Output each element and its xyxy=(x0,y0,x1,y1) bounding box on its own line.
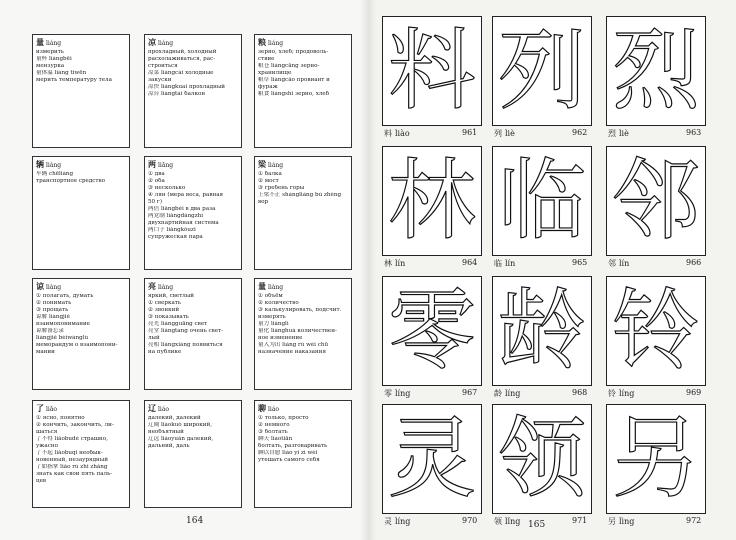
card-pinyin: liàng xyxy=(158,284,174,291)
card-definition-line: новенный, незаурядный xyxy=(36,457,108,463)
character-number: 969 xyxy=(686,388,702,397)
caption-pinyin: líng xyxy=(395,389,411,398)
card-definition-line: 量杯 liángbēi xyxy=(36,56,72,62)
caption-pinyin: lǐng xyxy=(505,517,521,526)
card-definition-line: ③ прощать xyxy=(36,307,69,313)
caption-character: 烈 xyxy=(608,129,616,138)
card-definition-line: измерить xyxy=(36,49,64,55)
card-definition-line: ① сверкать xyxy=(148,300,181,306)
card-definition-line: взаимопонимание xyxy=(36,321,90,327)
character-box xyxy=(382,276,482,386)
card-definition-line: 了不起 liǎobuqǐ необык- xyxy=(36,450,103,456)
card-headword xyxy=(36,403,126,415)
caption-character: 列 xyxy=(494,129,502,138)
character-box xyxy=(606,16,706,126)
card-definition-line: меморандум о взаимопони- xyxy=(36,342,118,348)
vocab-card xyxy=(144,156,242,270)
card-definition-line: ствие xyxy=(258,56,275,62)
character-number: 970 xyxy=(462,516,478,525)
caption-character: 另 xyxy=(608,517,616,526)
character-number: 965 xyxy=(572,258,588,267)
card-definition-line: ② немного xyxy=(258,422,290,428)
card-definition-line: ① объём xyxy=(258,293,283,299)
card-definition-line: 谅解 liàngjiě xyxy=(36,314,70,320)
caption-character: 零 xyxy=(384,389,392,398)
character-number: 968 xyxy=(572,388,588,397)
card-definition-line: 粮食 liángshi зерно, хлеб xyxy=(258,91,330,97)
card-definition-line: 两口子 liǎngkǒuzi xyxy=(148,227,196,233)
caption-pinyin: liè xyxy=(505,129,515,138)
card-definition-line: ② мост xyxy=(258,178,279,184)
outlined-character: 料 xyxy=(387,19,476,122)
character-box xyxy=(382,146,482,256)
vocab-card xyxy=(144,400,242,508)
card-definition-line: 粮仓 liángcāng зерно- xyxy=(258,63,320,69)
card-headword xyxy=(148,159,238,171)
card-definition-line: яркий, светлый xyxy=(148,293,195,299)
card-pinyin: liáng xyxy=(268,40,284,47)
card-pinyin: liàng xyxy=(268,284,284,291)
card-definition-line: мании xyxy=(36,349,55,355)
character-number: 966 xyxy=(686,258,702,267)
character-caption xyxy=(384,388,410,399)
card-definition-line: ② оба xyxy=(148,178,165,184)
card-definition-line: зерно, хлеб; продоволь- xyxy=(258,49,329,55)
right-page xyxy=(368,0,736,540)
caption-character: 铃 xyxy=(608,389,616,398)
caption-character: 林 xyxy=(384,259,392,268)
outlined-character: 另 xyxy=(611,407,700,510)
card-definition-line: 了不得 liǎobudé страшно, xyxy=(36,436,108,442)
card-pinyin: liàng xyxy=(46,284,62,291)
card-definition-line: необъятный xyxy=(148,429,184,435)
card-character: 亮 xyxy=(148,281,156,291)
character-number: 963 xyxy=(686,128,702,137)
card-headword xyxy=(36,37,126,49)
caption-pinyin: líng xyxy=(619,389,635,398)
caption-pinyin: líng xyxy=(505,389,521,398)
card-definition-line: ужасно xyxy=(36,443,59,449)
character-caption xyxy=(494,516,520,527)
card-definition-line: расхолаживаться, рас- xyxy=(148,56,216,62)
card-definition-line: 50 г) xyxy=(148,199,163,205)
card-definition-line: 量体温 liáng tǐwēn xyxy=(36,70,87,76)
card-definition-line: измерять xyxy=(258,314,286,320)
card-definition-line: закуски xyxy=(148,77,172,83)
card-definition-line: прохладный, холодный xyxy=(148,49,217,55)
card-headword xyxy=(258,281,348,293)
card-definition-line: ③ калькулировать, подсчит. xyxy=(258,307,342,313)
caption-character: 料 xyxy=(384,129,392,138)
character-caption xyxy=(384,128,410,139)
vocab-card xyxy=(32,156,130,270)
card-headword xyxy=(36,281,126,293)
card-headword xyxy=(148,281,238,293)
character-caption xyxy=(494,128,515,139)
card-definition-line: 亮堂 liàngtang очень свет- xyxy=(148,328,224,334)
card-character: 凉 xyxy=(148,37,156,47)
character-caption xyxy=(494,258,515,269)
caption-character: 临 xyxy=(494,259,502,268)
card-definition-line: ③ болтать xyxy=(258,429,288,435)
outlined-character: 临 xyxy=(497,149,586,252)
card-definition-line: liàngjiě bèiwànglù xyxy=(36,335,89,341)
outlined-character: 灵 xyxy=(387,407,476,510)
caption-character: 邻 xyxy=(608,259,616,268)
card-definition-line: на публике xyxy=(148,349,182,355)
caption-character: 灵 xyxy=(384,517,392,526)
vocab-card xyxy=(254,156,352,270)
character-box xyxy=(492,16,592,126)
card-definition-line: вор xyxy=(258,199,269,205)
card-definition-line: супружеская пара xyxy=(148,234,203,240)
card-pinyin: liǎo xyxy=(46,406,58,413)
card-definition-line: 凉菜 liángcài холодные xyxy=(148,70,214,76)
card-definition-line: ② кончить, закончить, ли- xyxy=(36,422,114,428)
character-number: 967 xyxy=(462,388,478,397)
character-box xyxy=(382,404,482,514)
card-definition-line: знать как свои пять паль- xyxy=(36,471,113,477)
character-box xyxy=(492,404,592,514)
card-definition-line: цев xyxy=(36,478,47,484)
card-definition-line: 凉台 liángtái балкон xyxy=(148,91,206,97)
character-box xyxy=(606,276,706,386)
caption-pinyin: lín xyxy=(619,259,630,268)
card-definition-line: 量化 liànghuà количествен- xyxy=(258,328,337,334)
card-headword xyxy=(258,403,348,415)
outlined-character: 龄 xyxy=(497,279,586,382)
card-definition-line: мензурка xyxy=(36,63,65,69)
card-definition-line: 谅解备忘录 xyxy=(36,328,64,334)
character-number: 962 xyxy=(572,128,588,137)
card-definition-line: 了如指掌 liǎo rú zhǐ zhǎng xyxy=(36,464,108,470)
card-character: 粮 xyxy=(258,37,266,47)
caption-character: 领 xyxy=(494,517,502,526)
outlined-character: 列 xyxy=(497,19,586,122)
card-definition-line: далекий, далекий xyxy=(148,415,201,421)
card-definition-line: мерить температуру тела xyxy=(36,77,112,83)
card-definition-line: строиться xyxy=(148,63,178,69)
card-definition-line: 粮草 liángcǎo провиант и xyxy=(258,77,330,83)
character-box xyxy=(382,16,482,126)
card-definition-line: ное изменение xyxy=(258,335,303,341)
card-headword xyxy=(148,403,238,415)
card-definition-line: 上梁不正 shàngliáng bú zhèng xyxy=(258,192,342,198)
card-headword xyxy=(258,37,348,49)
card-character: 量 xyxy=(36,37,44,47)
card-definition-line: 聊以自慰 liáo yǐ zì wèi xyxy=(258,450,318,456)
character-caption xyxy=(608,516,634,527)
card-definition-line: 凉快 liángkuai прохладный xyxy=(148,84,226,90)
card-definition-line: утешать самого себя xyxy=(258,457,320,463)
character-box xyxy=(606,404,706,514)
card-character: 梁 xyxy=(258,159,266,169)
card-definition-line: болтать, разговаривать xyxy=(258,443,328,449)
caption-pinyin: liào xyxy=(395,129,410,138)
outlined-character: 烈 xyxy=(611,19,700,122)
card-headword xyxy=(258,159,348,171)
card-definition-line: 聊天 liáotiān xyxy=(258,436,293,442)
card-definition-line: 两党制 liǎngdǎngzhì xyxy=(148,213,204,219)
card-definition-line: шаться xyxy=(36,429,58,435)
card-definition-line: лый xyxy=(148,335,160,341)
card-character: 辆 xyxy=(36,159,44,169)
outlined-character: 林 xyxy=(387,149,476,252)
character-box xyxy=(492,146,592,256)
card-definition-line: ② понимать xyxy=(36,300,72,306)
card-pinyin: liáng xyxy=(158,40,174,47)
card-definition-line: 两倍 liǎngbèi в два раза xyxy=(148,206,216,212)
card-definition-line: двухпартийная система xyxy=(148,220,219,226)
character-box xyxy=(606,146,706,256)
card-definition-line: 辽阔 liáokuò широкий, xyxy=(148,422,212,428)
character-caption xyxy=(494,388,520,399)
card-pinyin: liáo xyxy=(268,406,280,413)
page-number: 164 xyxy=(186,516,204,526)
character-caption xyxy=(608,388,634,399)
card-pinyin: liàng xyxy=(46,162,62,169)
character-number: 972 xyxy=(686,516,702,525)
character-box xyxy=(492,276,592,386)
character-number: 964 xyxy=(462,258,478,267)
card-definition-line: ① полагать, думать xyxy=(36,293,94,299)
caption-pinyin: líng xyxy=(395,517,411,526)
card-definition-line: 亮光 liàngguāng свет xyxy=(148,321,208,327)
card-definition-line: 车辆 chēliàng xyxy=(36,171,74,177)
card-definition-line: ④ лян (мера веса, равная xyxy=(148,192,224,198)
outlined-character: 邻 xyxy=(611,149,700,252)
vocab-card xyxy=(32,34,130,148)
card-pinyin: liáo xyxy=(158,406,170,413)
vocab-card xyxy=(254,400,352,508)
card-definition-line: назначение наказания xyxy=(258,349,326,355)
card-definition-line: 量力 liànglì xyxy=(258,321,289,327)
caption-pinyin: liè xyxy=(619,129,629,138)
caption-character: 龄 xyxy=(494,389,502,398)
card-definition-line: ③ гребень горы xyxy=(258,185,305,191)
card-definition-line: ③ показывать xyxy=(148,314,189,320)
book-gutter xyxy=(360,0,376,540)
card-definition-line: ① только, просто xyxy=(258,415,309,421)
card-definition-line: ① ясно, понятно xyxy=(36,415,85,421)
card-definition-line: транспортное средство xyxy=(36,178,106,184)
character-caption xyxy=(608,258,629,269)
page-number: 165 xyxy=(528,520,546,530)
card-pinyin: liáng xyxy=(46,40,62,47)
character-number: 971 xyxy=(572,516,588,525)
card-definition-line: 量入为出 liàng rù wéi chū xyxy=(258,342,329,348)
card-character: 聊 xyxy=(258,403,266,413)
card-definition-line: ② количество xyxy=(258,300,299,306)
vocab-card xyxy=(144,34,242,148)
card-headword xyxy=(36,159,126,171)
card-definition-line: ③ несколько xyxy=(148,185,186,191)
card-definition-line: 亮相 liàngxiàng появиться xyxy=(148,342,223,348)
card-character: 两 xyxy=(148,159,156,169)
card-definition-line: 辽远 liáoyuǎn далекий, xyxy=(148,436,214,442)
caption-pinyin: lín xyxy=(395,259,406,268)
card-definition-line: дальний, даль xyxy=(148,443,190,449)
vocab-card xyxy=(254,278,352,390)
character-number: 961 xyxy=(462,128,478,137)
card-definition-line: ① два xyxy=(148,171,165,177)
caption-pinyin: lín xyxy=(505,259,516,268)
character-caption xyxy=(384,516,410,527)
character-caption xyxy=(384,258,405,269)
card-pinyin: liǎng xyxy=(158,162,174,169)
card-pinyin: liáng xyxy=(268,162,284,169)
vocab-card xyxy=(254,34,352,148)
card-definition-line: ① балка xyxy=(258,171,282,177)
card-character: 量 xyxy=(258,281,266,291)
card-definition-line: хранилище xyxy=(258,70,292,76)
card-definition-line: ② звонкий xyxy=(148,307,180,313)
card-character: 了 xyxy=(36,403,44,413)
card-definition-line: фураж xyxy=(258,84,278,90)
caption-pinyin: lìng xyxy=(619,517,635,526)
outlined-character: 零 xyxy=(387,279,476,382)
card-headword xyxy=(148,37,238,49)
card-character: 辽 xyxy=(148,403,156,413)
outlined-character: 铃 xyxy=(611,279,700,382)
outlined-character: 领 xyxy=(497,407,586,510)
vocab-card xyxy=(32,400,130,508)
character-caption xyxy=(608,128,629,139)
vocab-card xyxy=(32,278,130,390)
vocab-card xyxy=(144,278,242,390)
card-character: 谅 xyxy=(36,281,44,291)
